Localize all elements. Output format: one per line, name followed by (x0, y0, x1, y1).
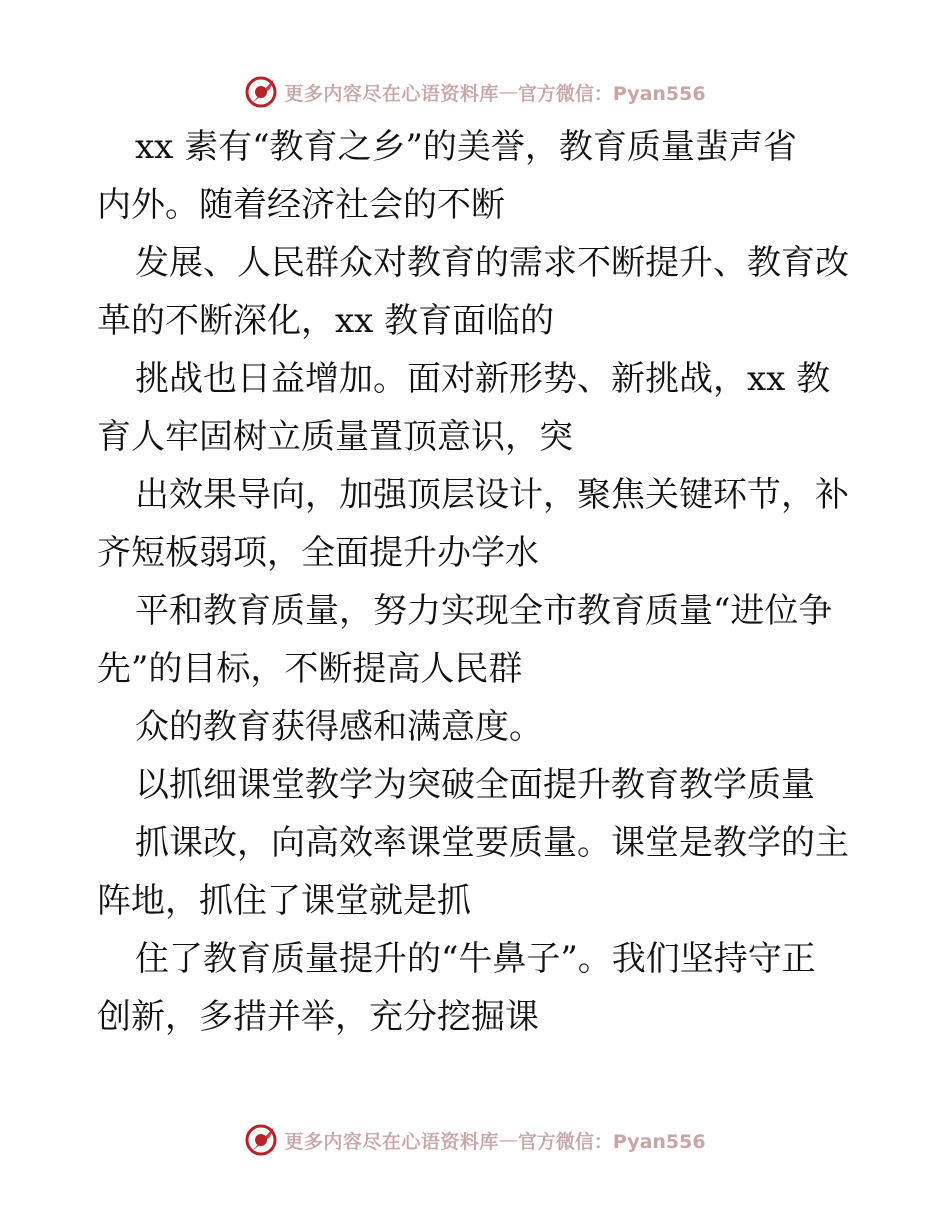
text-line: 挑战也日益增加。面对新形势、新挑战，xx 教 (135, 359, 831, 399)
text-line: 出效果导向，加强顶层设计，聚焦关键环节，补 (135, 475, 849, 515)
text-line: 先”的目标，不断提高人民群 (97, 649, 523, 689)
banner-dash: — (498, 81, 518, 103)
section-heading-line: 以抓细课堂教学为突破全面提升教育教学质量 (135, 765, 815, 805)
text-line: 阵地，抓住了课堂就是抓 (97, 881, 471, 921)
text-line: 平和教育质量，努力实现全市教育质量“进位争 (135, 591, 833, 631)
banner-contact-text: 官方微信：Pyan556 (517, 82, 706, 105)
banner-promo-text: 更多内容尽在心语资料库 (284, 82, 499, 105)
text-line: 发展、人民群众对教育的需求不断提升、教育改 (135, 243, 849, 283)
quill-logo-icon (244, 75, 278, 109)
quill-logo-icon (244, 1123, 278, 1157)
footer-banner (0, 1120, 950, 1160)
header-banner (0, 72, 950, 112)
text-line: xx 素有“教育之乡”的美誉，教育质量蜚声省 (135, 127, 797, 167)
banner-dash: — (498, 1129, 518, 1151)
text-line: 创新，多措并举，充分挖掘课 (97, 997, 539, 1037)
document-body (97, 118, 867, 1046)
text-line: 育人牢固树立质量置顶意识，突 (97, 417, 573, 457)
text-line: 抓课改，向高效率课堂要质量。课堂是教学的主 (135, 823, 849, 863)
text-line: 内外。随着经济社会的不断 (97, 185, 505, 225)
text-line: 住了教育质量提升的“牛鼻子”。我们坚持守正 (135, 939, 816, 979)
text-line: 齐短板弱项，全面提升办学水 (97, 533, 539, 573)
text-line: 革的不断深化，xx 教育面临的 (97, 301, 555, 341)
text-line: 众的教育获得感和满意度。 (135, 707, 543, 747)
banner-promo-text: 更多内容尽在心语资料库 (284, 1130, 499, 1153)
banner-contact-text: 官方微信：Pyan556 (517, 1130, 706, 1153)
